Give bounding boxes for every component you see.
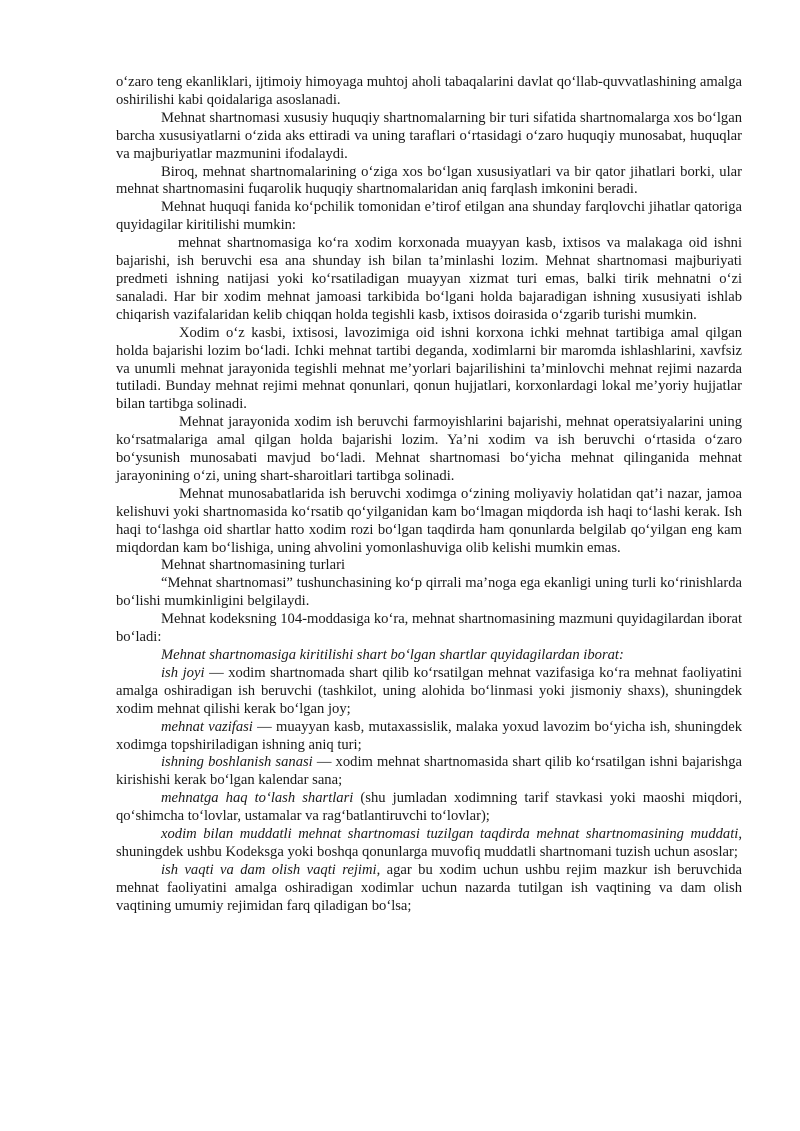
paragraph: Mehnat shartnomasi xususiy huquqiy shartnomalarning bir turi sifatida shartnomalarga xos bo‘lgan barcha xususiyatlarni o‘zida aks ettiradi va uning taraflari o‘rtasidagi o‘zaro huquqiy munosabat, huquqlar va majburiyatlar mazmunini ifodalaydi. bbox=[116, 109, 742, 162]
term-description: — muayyan kasb, mutaxassislik, malaka yoxud lavozim bo‘yicha ish, shuningdek xodimga topshiriladigan ishning aniq turi; bbox=[116, 718, 742, 753]
term-description: , agar bu xodim uchun ushbu rejim mazkur ish beruvchida mehnat faoliyatini amalga oshiradigan xodimlar uchun nazarda tutilgan ish vaqtining va dam olish vaqtining umumiy rejimidan farq qiladigan bo‘lsa; bbox=[116, 861, 742, 914]
italic-term: ishning boshlanish sanasi bbox=[161, 754, 313, 771]
term-paragraph bbox=[116, 826, 742, 862]
paragraph: Mehnat kodeksning 104-moddasiga ko‘ra, mehnat shartnomasining mazmuni quyidagilardan iborat bo‘ladi: bbox=[116, 611, 742, 646]
italic-term: Mehnat shartnomasiga kiritilishi shart bo‘lgan shartlar quyidagilardan iborat: bbox=[161, 647, 624, 663]
italic-lead-paragraph bbox=[116, 647, 742, 665]
paragraph: Mehnat jarayonida xodim ish beruvchi farmoyishlarini bajarishi, mehnat operatsiyalarini uning ko‘rsatmalariga amal qilgan holda bajarishi lozim. Ya’ni xodim va ish beruvchi o‘rtasida o‘zaro bo‘ysunish munosabati mavjud bo‘ladi. Mehnat shartnomasi bo‘yicha mehnat qilinganida mehnat jarayonining o‘zi, uning shart-sharoitlari tartibga solinadi. bbox=[116, 414, 742, 484]
term-paragraph bbox=[116, 719, 742, 755]
italic-term: xodim bilan muddatli mehnat shartnomasi tuzilgan taqdirda mehnat shartnomasining muddati bbox=[161, 826, 739, 843]
term-paragraph bbox=[116, 665, 742, 719]
section-heading: Mehnat shartnomasining turlari bbox=[161, 557, 346, 574]
paragraph: Xodim o‘z kasbi, ixtisosi, lavozimiga oid ishni korxona ichki mehnat tartibiga amal qilgan holda bajarishi lozim bo‘ladi. Ichki mehnat tartibi deganda, xodimlarni bir maromda ishlashlarini, xavfsiz va unumli mehnat jarayonida tegishli mehnat me’yorlari bajarilishini ta’minlovchi mehnat rejimi nazarda tutiladi. Bunday mehnat rejimi mehnat qonunlari, qonun hujjatlari, korxonlardagi lokal me’yoriy hujjatlar bilan tartibga solinadi. bbox=[116, 324, 742, 413]
term-description: — xodim mehnat shartnomasida shart qilib ko‘rsatilgan ishni bajarishga kirishishi kerak bo‘lgan kalendar sana; bbox=[116, 754, 743, 789]
italic-term: mehnatga haq to‘lash shartlari bbox=[161, 790, 354, 807]
paragraph: Biroq, mehnat shartnomalarining o‘ziga xos bo‘lgan xususiyatlari va bir qator jihatlari borki, ular mehnat shartnomasini fuqarolik huquqiy shartnomalaridan aniq farqlash imkonini beradi. bbox=[116, 163, 742, 198]
paragraph-continuation: o‘zaro teng ekanliklari, ijtimoiy himoyaga muhtoj aholi tabaqalarini davlat qo‘llab-quvvatlashining amalga oshirilishi kabi qoidalariga asoslanadi. bbox=[116, 74, 742, 108]
term-paragraph bbox=[116, 862, 742, 916]
list-paragraph: mehnat shartnomasiga ko‘ra xodim korxonada muayyan kasb, ixtisos va malakaga oid ishni bajarishi, ish beruvchi esa ana shunday ish bilan ta’minlashi lozim. Mehnat shartnomasi majburiyati predmeti ishning natijasi yoki ko‘rsatiladigan muayyan xizmat turi emas, balki tirik mehnatni o‘zi sanaladi. Har bir xodim mehnat jamoasi tarkibida bo‘lgani holda bajaradigan ishning xususiyati ishlab chiqarish vazifalaridan kelib chiqqan holda tegishli kasb, ixtisos doirasida o‘zgarib turishi mumkin. bbox=[116, 235, 742, 323]
italic-term: ish joyi bbox=[161, 664, 205, 681]
term-description: , shuningdek ushbu Kodeksga yoki boshqa qonunlarga muvofiq muddatli shartnomani tuzish uchun asoslar; bbox=[116, 826, 742, 860]
paragraph: Mehnat huquqi fanida ko‘pchilik tomonidan e’tirof etilgan ana shunday farqlovchi jihatlar qatoriga quyidagilar kiritilishi mumkin: bbox=[116, 199, 742, 234]
term-description: (shu jumladan xodimning tarif stavkasi yoki maoshi miqdori, qo‘shimcha to‘lovlar, ustamalar va rag‘batlantiruvchi to‘lovlar); bbox=[116, 790, 742, 825]
term-paragraph bbox=[116, 790, 742, 826]
paragraph: “Mehnat shartnomasi” tushunchasining ko‘p qirrali ma’noga ega ekanligi uning turli ko‘rinishlarda bo‘lishi mumkinligini belgilaydi. bbox=[116, 575, 742, 610]
term-description: — xodim shartnomada shart qilib ko‘rsatilgan mehnat vazifasiga ko‘ra mehnat faoliyatini amalga oshiradigan ish beruvchi (tashkilot, uning alohida bo‘linmasi yoki jismoniy shaxs), shuningdek xodim mehnat qilishi kerak bo‘lgan joy; bbox=[116, 664, 742, 717]
italic-term: mehnat vazifasi bbox=[161, 718, 253, 735]
paragraph: Mehnat munosabatlarida ish beruvchi xodimga o‘zining moliyaviy holatidan qat’i nazar, jamoa kelishuvi yoki shartnomasida ko‘rsatib qo‘yilganidan kam bo‘lmagan miqdorda ish haqi to‘lashi kerak. Ish haqi to‘lashga oid shartlar hatto xodim rozi bo‘lgan taqdirda ham qonunlarda belgilab qo‘yilgan eng kam miqdordan kam bo‘lishiga, uning ahvolini yomonlashuviga olib kelishi mumkin emas. bbox=[116, 485, 742, 556]
term-paragraph bbox=[116, 754, 742, 790]
italic-term: ish vaqti va dam olish vaqti rejimi bbox=[161, 861, 377, 878]
